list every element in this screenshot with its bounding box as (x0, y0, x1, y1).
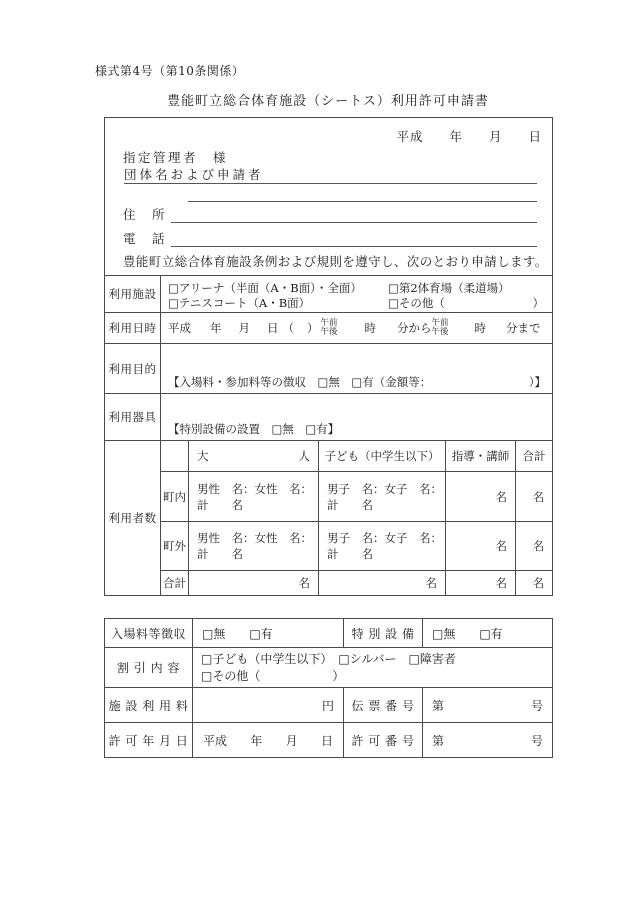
slip-number-label: 伝 票 番 号 (344, 688, 423, 723)
pledge-text: 豊能町立総合体育施設条例および規則を遵守し、次のとおり申請します。 (123, 254, 548, 269)
total-instructor-cell: 名 (446, 571, 516, 596)
purpose-fee-left: 【入場料・参加料等の徴収 □無 □有（金額等： (168, 375, 432, 389)
page-title: 豊能町立総合体育施設（シートス）利用許可申請書 (167, 94, 489, 109)
applicant-label: 団体名および申請者 (124, 167, 264, 182)
fee-amount-cell: 円 (193, 688, 344, 723)
discount-label: 割 引 内 容 (105, 648, 193, 688)
admission-label: 入場料等徴収 (105, 619, 193, 648)
permit-suffix: 号 (530, 733, 543, 748)
slip-suffix: 号 (530, 698, 543, 713)
dt-era: 平成 (168, 321, 191, 335)
inside-instructor-cell: 名 (446, 472, 516, 522)
pd-era: 平成 (203, 733, 228, 748)
outside-adult-line2: 計 名 (197, 547, 243, 561)
datetime-label: 利用日時 (105, 313, 161, 344)
fee-row (105, 688, 553, 723)
phone-underline (171, 230, 538, 247)
users-col-instructor: 指導・講師 (446, 441, 516, 472)
permit-date-row (105, 723, 553, 758)
equipment-label: 利用器具 (105, 394, 161, 441)
facility-options-cell (161, 276, 553, 313)
users-col-adult-right: 人 (298, 449, 310, 463)
users-inside-label: 町内 (161, 472, 189, 522)
users-col-total: 合計 (516, 441, 553, 472)
datetime-row (105, 313, 553, 344)
year-label: 年 (449, 129, 464, 144)
outside-child-line1: 男子 名：女子 名： (327, 531, 442, 545)
users-header-row (105, 441, 553, 472)
special-equipment-label: 特 別 設 備 (344, 619, 423, 648)
total-child-cell: 名 (319, 571, 446, 596)
users-inside-row (105, 472, 553, 522)
permit-number-label: 許 可 番 号 (344, 723, 423, 758)
outside-instructor-cell: 名 (446, 522, 516, 571)
month-label: 月 (489, 129, 503, 144)
dt-year: 年 (210, 321, 222, 335)
facility-option-arena: □アリーナ（半面（A・B面）・全面） (168, 280, 362, 295)
purpose-row (105, 344, 553, 394)
inside-adult-line2: 計 名 (197, 497, 243, 512)
datetime-value-cell (161, 313, 553, 344)
special-options-cell (423, 619, 553, 648)
users-total-row (105, 571, 553, 596)
address-underline (171, 206, 538, 223)
equipment-special-line: 【特別設備の設置 □無 □有】 (168, 422, 340, 436)
inside-adult-line1: 男性 名：女性 名： (197, 481, 312, 496)
applicant-underline-2 (188, 184, 537, 202)
form-header-section (105, 118, 553, 276)
purpose-value-cell (161, 344, 553, 394)
admission-options: □無 □有 (202, 626, 273, 641)
users-label: 利用者数 (105, 441, 161, 596)
address-field (123, 206, 537, 223)
inside-child-line1: 男子 名：女子 名： (327, 481, 442, 496)
total-total-cell: 名 (516, 571, 553, 596)
dt-ampm-2 (432, 319, 449, 338)
facility-option-other-open: □その他（ (388, 295, 445, 310)
facility-option-other-close: ） (532, 295, 545, 310)
fee-label: 施 設 利 用 料 (105, 688, 193, 723)
dt-pm-label-2: 午後 (431, 327, 449, 337)
total-adult-cell: 名 (189, 571, 319, 596)
era-label: 平成 (396, 129, 424, 144)
admission-row (105, 619, 553, 648)
equipment-row (105, 394, 553, 441)
permit-number-cell (423, 723, 553, 758)
discount-options-cell (193, 648, 553, 688)
phone-field (123, 230, 537, 247)
dt-paren-open: （ (282, 321, 294, 335)
dt-hour: 時 (364, 321, 377, 335)
dt-paren-close: ） (307, 321, 319, 335)
inside-adult-cell (189, 472, 319, 522)
inside-child-line2: 計 名 (327, 497, 373, 512)
application-main-table (104, 117, 553, 596)
special-options: □無 □有 (432, 626, 503, 641)
permit-date-label: 許 可 年 月 日 (105, 723, 193, 758)
pd-month: 月 (285, 733, 298, 748)
dt-am-label-2: 午前 (431, 317, 449, 328)
facility-option-tennis: □テニスコート（A・B面） (168, 295, 311, 310)
office-use-table (104, 618, 553, 758)
users-outside-row (105, 522, 553, 571)
discount-line2: □その他（ ） (201, 668, 345, 683)
address-label: 住 所 (123, 207, 167, 222)
discount-line1: □子ども（中学生以下） □シルバー □障害者 (201, 651, 456, 666)
purpose-label: 利用目的 (105, 344, 161, 394)
equipment-value-cell (161, 394, 553, 441)
facility-row (105, 276, 553, 313)
dt-from-min: 分から (397, 321, 432, 335)
pd-year: 年 (250, 733, 263, 748)
phone-label: 電 話 (123, 231, 167, 246)
day-label: 日 (528, 129, 543, 144)
header-date-line (105, 127, 542, 145)
dt-until-min: 分まで (506, 321, 541, 335)
users-col-child: 子ども（中学生以下） (319, 441, 446, 472)
permit-prefix: 第 (432, 733, 445, 748)
pd-day: 日 (320, 733, 333, 748)
dt-am-label: 午前 (320, 317, 338, 328)
dt-month: 月 (238, 321, 250, 335)
users-total-label: 合計 (161, 571, 189, 596)
slip-prefix: 第 (432, 698, 445, 713)
dt-pm-label: 午後 (320, 327, 338, 337)
facility-option-gym2: □第2体育場（柔道場） (388, 280, 510, 295)
outside-adult-line1: 男性 名：女性 名： (197, 531, 312, 545)
permit-date-cell (193, 723, 344, 758)
applicant-name-field (124, 165, 537, 184)
facility-option-other (388, 296, 544, 311)
admission-options-cell (193, 619, 344, 648)
dt-day: 日 (267, 321, 279, 335)
users-col-adult-left: 大 (197, 449, 209, 463)
dt-hour-2: 時 (474, 321, 487, 335)
discount-row (105, 648, 553, 688)
outside-total-cell: 名 (516, 522, 553, 571)
purpose-fee-right: ）】 (528, 375, 547, 389)
addressee-label: 指定管理者 様 (123, 150, 229, 165)
form-number: 様式第4号（第10条関係） (95, 64, 245, 78)
outside-child-cell (319, 522, 446, 571)
inside-total-cell: 名 (516, 472, 553, 522)
dt-ampm-1 (321, 319, 338, 338)
users-col-adult (189, 441, 319, 472)
users-subcol-empty (161, 441, 189, 472)
inside-child-cell (319, 472, 446, 522)
facility-label: 利用施設 (105, 276, 161, 313)
users-outside-label: 町外 (161, 522, 189, 571)
outside-adult-cell (189, 522, 319, 571)
outside-child-line2: 計 名 (327, 547, 373, 561)
slip-number-cell (423, 688, 553, 723)
